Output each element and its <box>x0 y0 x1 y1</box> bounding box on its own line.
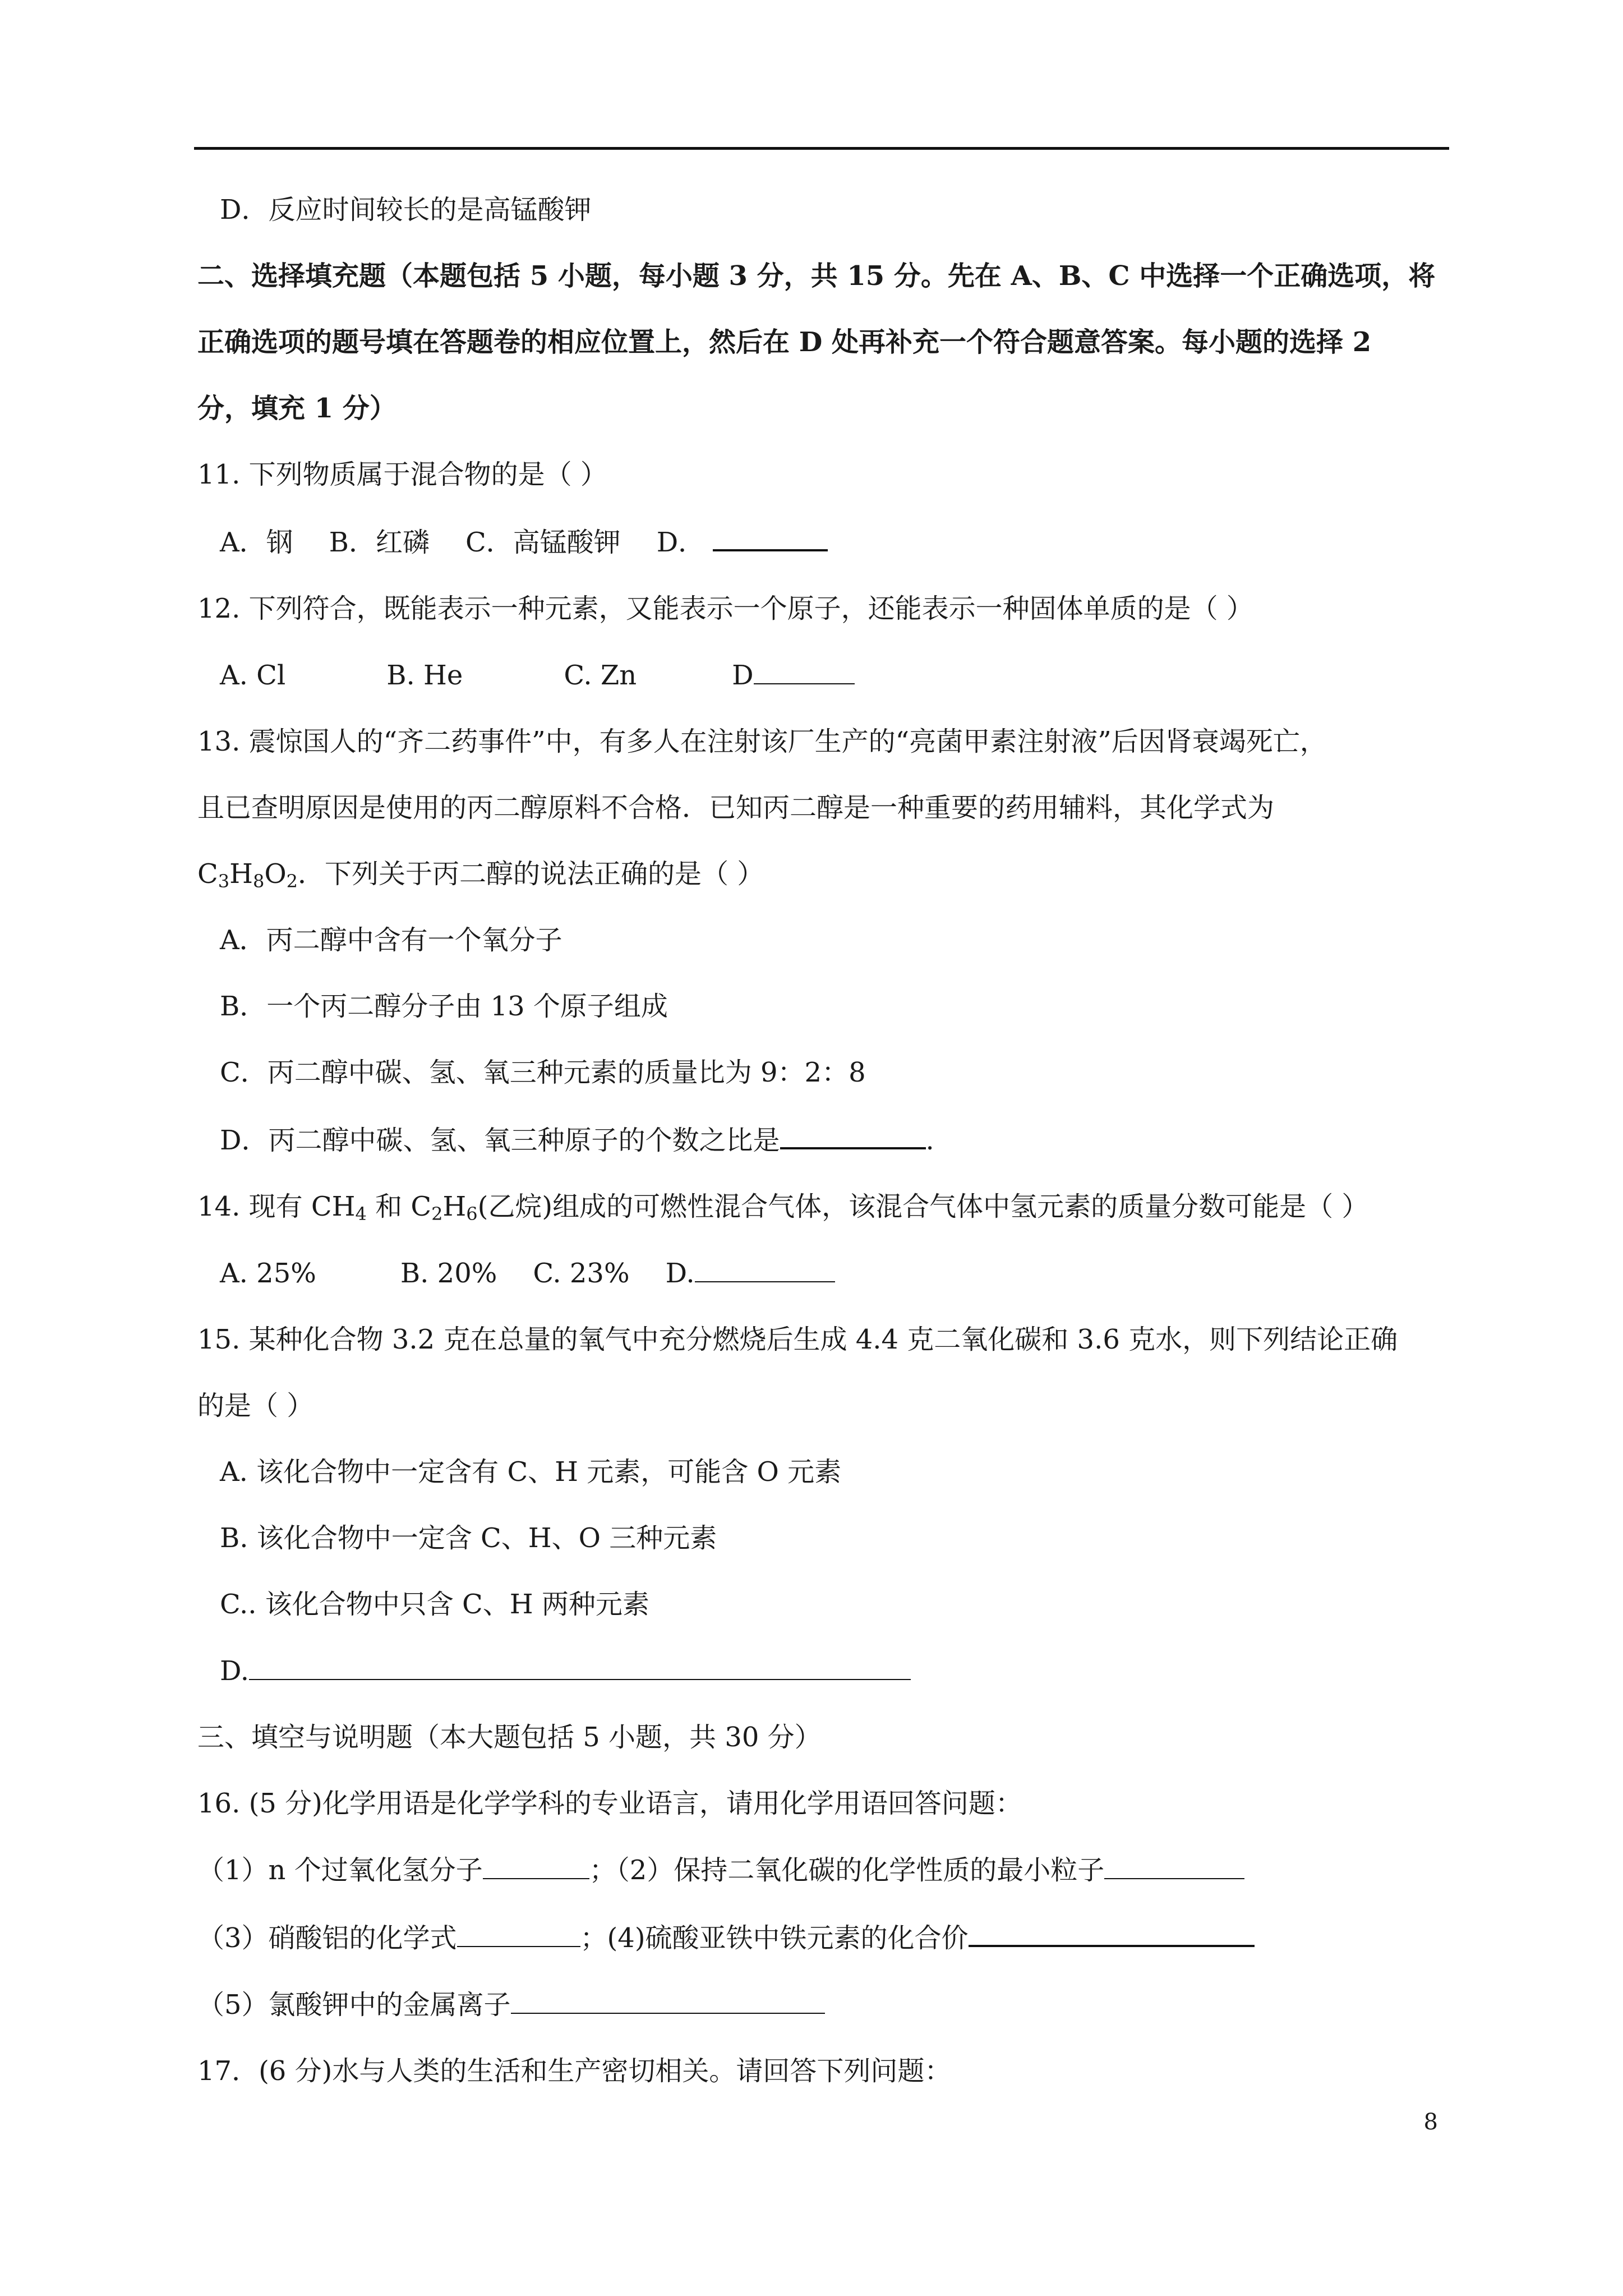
q16-part-5-line <box>197 1988 1449 2021</box>
q16-part-4-blank[interactable] <box>969 1920 1255 1947</box>
q16-part-2-blank[interactable] <box>1104 1853 1244 1879</box>
q13-stem-line3: $C_3H_8O_2$．下列关于丙二醇的说法正确的是（ ） <box>197 858 764 892</box>
q15-stem-line2: 的是（ ） <box>197 1390 314 1421</box>
q14-options <box>197 1257 1449 1290</box>
page-number: 8 <box>1423 2109 1438 2135</box>
q16-part-5: （5）氯酸钾中的金属离子 <box>197 1989 511 2021</box>
q16-parts-1-2 <box>197 1853 1449 1887</box>
q15-option-c: C.. 该化合物中只含 C、H 两种元素 <box>220 1589 649 1620</box>
q17-stem: 17．(6 分)水与人类的生活和生产密切相关。请回答下列问题： <box>197 2055 952 2087</box>
q11-stem: 11. 下列物质属于混合物的是（ ） <box>197 459 607 490</box>
q13-formula: $C_3H_8O_2$ <box>197 858 298 892</box>
q13-stem-line1: 13. 震惊国人的“齐二药事件”中，有多人在注射该厂生产的“亮菌甲素注射液”后因肾衰竭死亡， <box>197 726 1327 757</box>
q11-option-a: A．钢 <box>220 527 293 558</box>
q15-option-b: B. 该化合物中一定含 C、H、O 三种元素 <box>220 1522 717 1554</box>
q14-option-d: D. <box>665 1258 695 1289</box>
q11-option-d: D． <box>656 527 706 558</box>
q13-option-b: B．一个丙二醇分子由 13 个原子组成 <box>220 991 668 1022</box>
q15-answer-blank[interactable] <box>249 1654 911 1680</box>
q16-part-3-blank[interactable] <box>457 1921 580 1947</box>
q16-part-2: ；（2）保持二氧化碳的化学性质的最小粒子 <box>589 1855 1105 1886</box>
q11-options <box>197 524 1449 559</box>
q16-part-1: （1）n 个过氧化氢分子 <box>197 1855 483 1886</box>
q16-stem: 16. (5 分)化学用语是化学学科的专业语言，请用化学用语回答问题： <box>197 1788 1022 1819</box>
q15-option-d: D. <box>220 1655 250 1687</box>
q16-part-3: （3）硝酸铝的化学式 <box>197 1922 457 1954</box>
q15-option-d-line <box>197 1654 1449 1687</box>
q14-answer-blank[interactable] <box>695 1257 835 1282</box>
q13-option-d-line: D．丙二醇中碳、氢、氧三种原子的个数之比是 . <box>197 1122 1449 1157</box>
q10-option-d: D．反应时间较长的是高锰酸钾 <box>220 194 592 226</box>
q16-part-1-blank[interactable] <box>483 1853 589 1879</box>
q12-answer-blank[interactable] <box>754 659 855 684</box>
header-rule <box>194 147 1449 150</box>
q14-option-c: C. 23% <box>533 1258 630 1289</box>
section2-heading-line2: 正确选项的题号填在答题卷的相应位置上，然后在 D 处再补充一个符合题意答案。每小题的选择 2 <box>197 326 1372 358</box>
q13-answer-blank[interactable] <box>780 1122 926 1149</box>
q13-stem-line2: 且已查明原因是使用的丙二醇原料不合格．已知丙二醇是一种重要的药用辅料，其化学式为 <box>197 792 1275 823</box>
section3-heading: 三、填空与说明题（本大题包括 5 小题，共 30 分） <box>197 1722 822 1753</box>
q14-stem: 14. 现有 $CH_4$ 和 $C_2H_6$(乙烷)组成的可燃性混合气体，该混合气体中氢元素的质量分数可能是（ ） <box>197 1191 1369 1225</box>
q13-option-d: D．丙二醇中碳、氢、氧三种原子的个数之比是 <box>220 1125 780 1156</box>
q12-options <box>197 659 1449 692</box>
q16-part-4: ；(4)硫酸亚铁中铁元素的化合价 <box>580 1922 969 1954</box>
q14-option-b: B. 20% <box>400 1258 497 1289</box>
q14-option-a: A. 25% <box>220 1258 316 1289</box>
q12-option-d: D <box>732 660 754 691</box>
q16-part-5-blank[interactable] <box>511 1988 825 2014</box>
q13-option-c: C．丙二醇中碳、氢、氧三种元素的质量比为 9：2：8 <box>220 1057 866 1088</box>
q13-option-a: A．丙二醇中含有一个氧分子 <box>220 924 562 956</box>
q15-option-a: A. 该化合物中一定含有 C、H 元素，可能含 O 元素 <box>220 1456 842 1488</box>
section2-heading-line1: 二、选择填充题（本题包括 5 小题，每小题 3 分，共 15 分。先在 A、B、C 中选择一个正确选项，将 <box>197 260 1436 292</box>
q11-answer-blank[interactable] <box>713 524 828 551</box>
q12-option-b: B. He <box>386 660 463 691</box>
q12-option-a: A. Cl <box>220 660 286 691</box>
q11-option-c: C．高锰酸钾 <box>465 527 621 558</box>
q12-stem: 12. 下列符合，既能表示一种元素，又能表示一个原子，还能表示一种固体单质的是（ ） <box>197 593 1253 624</box>
q15-stem-line1: 15. 某种化合物 3.2 克在总量的氧气中充分燃烧后生成 4.4 克二氧化碳和 3.6 克水，则下列结论正确 <box>197 1324 1398 1355</box>
q12-option-c: C. Zn <box>564 660 637 691</box>
section2-heading-line3: 分，填充 1 分） <box>197 393 396 424</box>
q16-parts-3-4 <box>197 1920 1449 1954</box>
exam-page-content <box>197 194 1449 2087</box>
q11-option-b: B．红磷 <box>329 527 430 558</box>
